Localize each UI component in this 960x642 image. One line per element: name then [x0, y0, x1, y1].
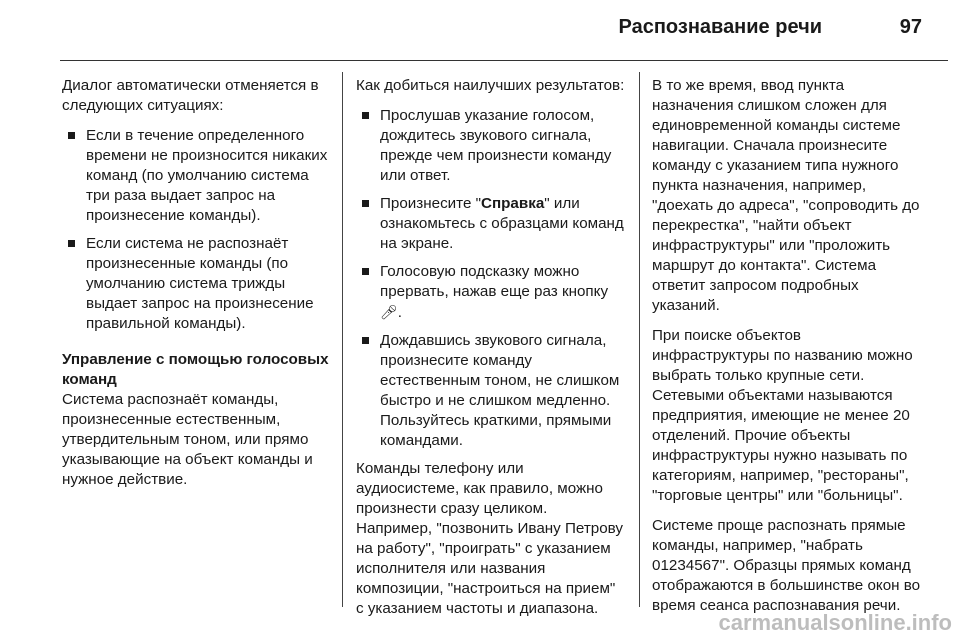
section-heading: Управление с помощью голосовых команд: [62, 351, 329, 388]
page-number: 97: [899, 16, 922, 38]
watermark: carmanualsonline.info: [718, 610, 952, 635]
column-left: [62, 76, 330, 500]
bullet-text: " или ознакомьтесь с образцами команд на экране.: [380, 195, 624, 252]
intro-paragraph: Диалог автоматически отменяется в следующих ситуациях:: [62, 77, 319, 114]
body-paragraph: При поиске объектов инфраструктуры по названию можно выбрать только крупные сети. Сетевыми объектами называются предприятия, имеющие не менее 20 отделений. Прочие объекты инфраструктуры нужно называть по категориям, например, "рестораны", "торговые центры" или "больницы".: [652, 327, 913, 504]
list-item: Дождавшись звукового сигнала, произнесите команду естественным тоном, не слишком быстро и не слишком медленно. Пользуйтесь краткими, прямыми командами.: [362, 331, 626, 451]
column-middle: [356, 76, 626, 629]
body-paragraph: Системе проще распознать прямые команды, например, "набрать 01234567". Образцы прямых команд отображаются в большинстве окон во время сеанса распознавания речи.: [652, 517, 921, 614]
list-item: [362, 262, 626, 323]
column-right: [652, 76, 922, 626]
bullet-text: Произнесите ": [380, 195, 482, 212]
header-rule: [60, 60, 948, 61]
bullet-text: .: [397, 304, 403, 321]
body-paragraph: Система распознаёт команды, произнесенные естественным, утвердительным тоном, или прямо указывающие на объект команды и нужное действие.: [62, 391, 313, 488]
bullet-text: Голосовую подсказку можно прервать, нажав еще раз кнопку: [380, 263, 609, 300]
list-item: [362, 194, 626, 254]
body-paragraph: В то же время, ввод пункта назначения слишком сложен для единовременной команды системе навигации. Сначала произнесите команду с указанием типа нужного пункта назначения, например, "доехать до адреса", "сопроводить до перекрестка", "найти объект инфраструктуры" или "проложить маршрут до контакта". Система ответит запросом подробных указаний.: [652, 77, 920, 314]
column-divider: [342, 72, 343, 607]
list-item: Если система не распознаёт произнесенные команды (по умолчанию система трижды выдает запрос на произнесение правильной команды).: [68, 234, 330, 334]
column-divider: [639, 72, 640, 607]
list-item: Если в течение определенного времени не произносится никаких команд (по умолчанию система три раза выдает запрос на произнесение команды).: [68, 126, 330, 226]
intro-paragraph: Как добиться наилучших результатов:: [356, 77, 625, 94]
help-command-label: Справка: [481, 195, 545, 212]
page-title: Распознавание речи: [618, 16, 822, 38]
list-item: Прослушав указание голосом, дождитесь звукового сигнала, прежде чем произнести команду или ответ.: [362, 106, 626, 186]
body-paragraph: Команды телефону или аудиосистеме, как правило, можно произнести сразу целиком. Например, "позвонить Ивану Петрову на работу", "проиграть" с указанием исполнителя или названия композиции, "настроиться на прием" с указанием частоты и диапазона.: [356, 460, 623, 617]
voice-button-icon: 🎤︎: [380, 304, 398, 320]
